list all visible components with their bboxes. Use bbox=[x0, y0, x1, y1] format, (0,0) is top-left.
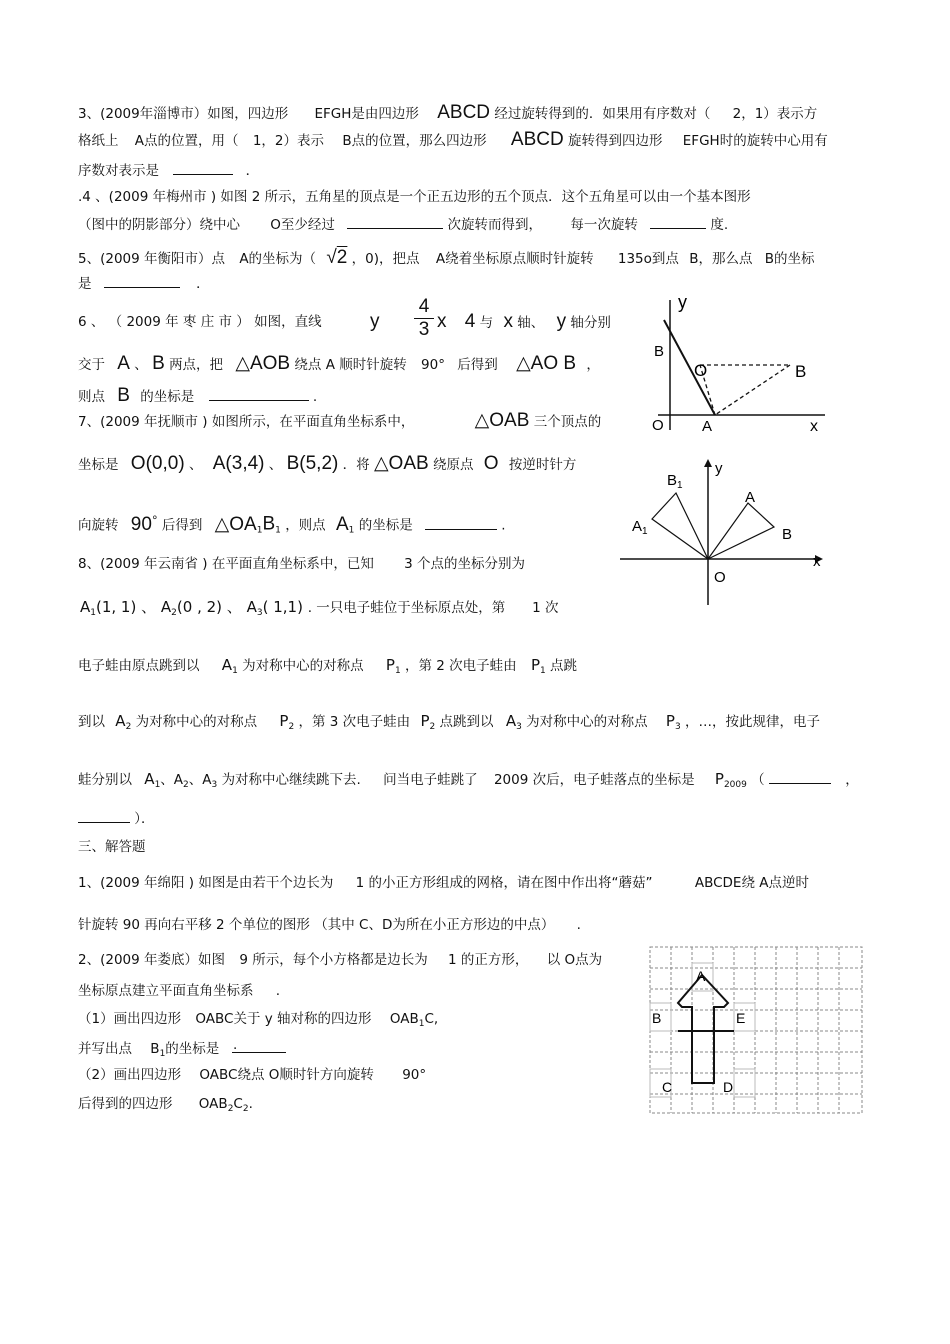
q8-line2 bbox=[80, 598, 558, 622]
math: A(3,4) bbox=[212, 453, 265, 474]
text: C bbox=[233, 1096, 243, 1112]
label-a1 bbox=[632, 518, 648, 537]
text: OABC关于 y 轴对称的四边形 bbox=[195, 1011, 372, 1027]
text: 三个顶点的 bbox=[533, 414, 602, 430]
math: B bbox=[152, 353, 165, 374]
subscript: 3 bbox=[516, 722, 522, 732]
label-d: D bbox=[723, 1079, 734, 1095]
text: ．将 bbox=[342, 457, 370, 473]
text: 2，1）表示方 bbox=[732, 106, 818, 122]
q6-figure bbox=[640, 290, 840, 440]
text: B，那么点 bbox=[689, 251, 753, 267]
rotated-edge bbox=[715, 365, 790, 415]
text: OAB bbox=[389, 1011, 419, 1027]
math: ABCD bbox=[437, 102, 491, 123]
text: 点跳 bbox=[550, 658, 578, 674]
subscript: 1 bbox=[394, 666, 401, 676]
math: O bbox=[483, 453, 499, 474]
math: P bbox=[530, 656, 540, 674]
text: . bbox=[576, 917, 581, 933]
math: A bbox=[80, 598, 91, 616]
subscript: 2009 bbox=[723, 780, 747, 790]
q8-line3 bbox=[78, 656, 577, 680]
subscript: 1 bbox=[348, 525, 355, 536]
q7-line3 bbox=[78, 512, 506, 540]
text: O至少经过 bbox=[270, 217, 335, 233]
q5-line1 bbox=[78, 249, 815, 268]
text: ，0)，把点 bbox=[351, 251, 420, 267]
text: 轴分别 bbox=[570, 315, 611, 331]
text: （图中的阴影部分）绕中心 bbox=[78, 217, 240, 233]
math: 2 bbox=[336, 247, 348, 268]
text: ． bbox=[245, 163, 260, 179]
subscript: 1 bbox=[232, 666, 238, 676]
text: 电子蛙由原点跳到以 bbox=[78, 658, 200, 674]
text: 点跳到以 bbox=[439, 714, 494, 730]
text: 两点，把 bbox=[169, 357, 224, 373]
triangle-oab bbox=[708, 503, 774, 559]
text: EFGH时的旋转中心用有 bbox=[682, 133, 828, 149]
text: 与 bbox=[479, 315, 494, 331]
math: (1, 1) bbox=[96, 598, 137, 616]
label-o-prime: O bbox=[694, 361, 708, 380]
math: 90 bbox=[130, 513, 152, 535]
text: . bbox=[501, 517, 506, 534]
text: 135o到点 bbox=[617, 251, 679, 267]
text: ， bbox=[586, 357, 600, 373]
text: 后得到的四边形 bbox=[78, 1096, 173, 1112]
text: 度. bbox=[710, 217, 729, 233]
math-y: y bbox=[370, 311, 380, 332]
math: 4 bbox=[464, 311, 476, 332]
subscript: 2 bbox=[288, 722, 295, 732]
q7-line1 bbox=[78, 412, 601, 431]
math: P bbox=[385, 656, 395, 674]
math: O(0,0) bbox=[130, 453, 185, 474]
text: 绕原点 bbox=[432, 457, 474, 473]
label-a: A bbox=[696, 968, 706, 984]
a2-line2 bbox=[78, 982, 280, 1000]
math: A bbox=[144, 770, 155, 788]
text: ， bbox=[845, 772, 859, 788]
subscript: 2 bbox=[183, 780, 189, 790]
math: x bbox=[503, 311, 513, 332]
subscript: 2 bbox=[171, 608, 177, 618]
q8-line5 bbox=[78, 769, 859, 794]
label-c: C bbox=[662, 1079, 673, 1095]
math: B(5,2) bbox=[286, 453, 339, 474]
math: ABCD bbox=[510, 129, 564, 150]
text: （2）画出四边形 bbox=[78, 1067, 182, 1083]
text: 、A bbox=[188, 772, 212, 788]
y-arrow bbox=[704, 459, 712, 467]
subscript: 3 bbox=[674, 722, 681, 732]
text: 针旋转 90 再向右平移 2 个单位的图形 （其中 C、D为所在小正方形边的中点） bbox=[78, 917, 555, 933]
q4-line2 bbox=[78, 214, 728, 234]
q6-line1 bbox=[78, 313, 322, 331]
text: 6 、 （ 2009 年 枣 庄 市 ） 如图，直线 bbox=[78, 314, 322, 330]
text: 、 bbox=[134, 357, 148, 373]
text: 后得到 bbox=[457, 357, 498, 373]
math: A bbox=[160, 598, 172, 616]
mushroom-grid-figure bbox=[648, 945, 866, 1117]
text: 、 bbox=[188, 457, 203, 473]
math: y bbox=[556, 311, 567, 332]
a2-line1 bbox=[78, 951, 602, 969]
text: 90° bbox=[421, 357, 445, 373]
text: 2、(2009 年娄底）如图 bbox=[78, 952, 226, 968]
math: P bbox=[714, 770, 724, 788]
text: B bbox=[150, 1041, 160, 1057]
label-b: B bbox=[782, 526, 793, 543]
q6-line2 bbox=[78, 355, 600, 374]
text: 1，2）表示 bbox=[252, 133, 325, 149]
subscript: 1 bbox=[256, 525, 263, 536]
text: A点的位置，用（ bbox=[134, 133, 239, 149]
answer-blank[interactable] bbox=[425, 515, 497, 530]
subscript: 2 bbox=[242, 1104, 249, 1114]
label-b1 bbox=[667, 472, 683, 491]
text: A绕着坐标原点顺时针旋转 bbox=[435, 251, 594, 267]
math: P bbox=[665, 712, 675, 730]
text: ABCDE绕 A点逆时 bbox=[694, 875, 809, 891]
math: P bbox=[420, 712, 430, 730]
text: . bbox=[275, 983, 281, 999]
subscript: 1 bbox=[159, 1049, 166, 1059]
text: ． bbox=[196, 276, 210, 292]
text: 按逆时针方 bbox=[508, 457, 577, 473]
label-e: E bbox=[736, 1010, 746, 1026]
text: 、 bbox=[268, 457, 283, 473]
q5-line2 bbox=[78, 273, 210, 293]
text: 每一次旋转 bbox=[570, 217, 638, 233]
answer-blank[interactable] bbox=[232, 1038, 286, 1053]
text: 序数对表示是 bbox=[78, 163, 159, 179]
text: 为对称中心的对称点 bbox=[242, 658, 364, 674]
label-b1-main: B bbox=[667, 472, 678, 489]
q3-line1 bbox=[78, 104, 817, 123]
subscript: 1 bbox=[154, 780, 161, 790]
q7-line2 bbox=[78, 455, 576, 474]
math: A bbox=[335, 513, 349, 535]
answer-blank[interactable] bbox=[650, 214, 706, 229]
q6-line3 bbox=[78, 386, 317, 406]
text: OABC绕点 O顺时针方向旋转 bbox=[199, 1067, 374, 1083]
label-a1-sub: 1 bbox=[642, 526, 648, 537]
label-a1-main: A bbox=[632, 518, 643, 535]
text: 、 bbox=[141, 598, 157, 616]
a2-dot: . bbox=[233, 1037, 238, 1053]
a2-line5 bbox=[78, 1066, 426, 1084]
sqrt-sign: √ bbox=[326, 247, 337, 268]
math: (0 , 2) bbox=[176, 598, 223, 616]
answer-blank[interactable] bbox=[78, 808, 130, 823]
text: 1 的小正方形组成的网格，请在图中作出将“蘑菇” bbox=[355, 875, 653, 891]
q3-line2 bbox=[78, 131, 828, 150]
a1-line1 bbox=[78, 874, 809, 892]
text: 轴、 bbox=[517, 315, 545, 331]
label-y: y bbox=[678, 292, 687, 312]
text: . bbox=[248, 1096, 253, 1112]
math: ( 1,1) bbox=[262, 598, 303, 616]
text: 坐标是 bbox=[78, 457, 119, 473]
text: 交于 bbox=[78, 357, 105, 373]
label-x: x bbox=[810, 418, 818, 435]
text: . 一只电子蛙位于坐标原点处，第 bbox=[307, 600, 506, 616]
answer-blank[interactable] bbox=[104, 273, 180, 288]
text: 、A bbox=[160, 772, 184, 788]
math: △AOB bbox=[235, 353, 291, 374]
label-b: B bbox=[652, 1010, 662, 1026]
text: 到以 bbox=[78, 714, 105, 730]
text: 以 O点为 bbox=[546, 952, 603, 968]
text: OAB bbox=[198, 1096, 228, 1112]
math: A bbox=[246, 598, 257, 616]
label-y: y bbox=[715, 460, 723, 477]
text: 的坐标是 bbox=[140, 389, 195, 405]
denominator: 3 bbox=[414, 318, 434, 341]
text: B点的位置，那么四边形 bbox=[342, 133, 487, 149]
text: 1 的正方形， bbox=[448, 952, 529, 968]
text: .4 、(2009 年梅州市 ) 如图 2 所示，五角星的顶点是一个正五边形的五个顶点．这个五角星可以由一个基本图形 bbox=[78, 189, 751, 205]
q8-line6 bbox=[78, 808, 155, 828]
q4-line1 bbox=[78, 188, 751, 206]
text: （1）画出四边形 bbox=[78, 1011, 182, 1027]
text: 3、(2009年淄博市）如图，四边形 bbox=[78, 106, 289, 122]
subscript: 2 bbox=[429, 722, 436, 732]
text: 3 个点的坐标分别为 bbox=[404, 556, 526, 572]
section-title: 三、解答题 bbox=[78, 839, 146, 855]
text: 、 bbox=[226, 598, 242, 616]
text: 9 所示，每个小方格都是边长为 bbox=[239, 952, 428, 968]
text: 为对称中心的对称点 bbox=[135, 714, 258, 730]
math: B bbox=[262, 513, 276, 535]
math: △OA bbox=[214, 513, 257, 535]
text: 是 bbox=[78, 276, 92, 292]
q8-line1 bbox=[78, 555, 525, 573]
line-ab bbox=[664, 320, 715, 415]
text: A的坐标为（ bbox=[239, 251, 317, 267]
text: 5、(2009 年衡阳市）点 bbox=[78, 251, 226, 267]
text: ，则点 bbox=[285, 517, 326, 534]
text: 为对称中心的对称点 bbox=[526, 714, 648, 730]
subscript: 2 bbox=[227, 1104, 234, 1114]
math: A bbox=[117, 353, 130, 374]
text: 7、(2009 年抚顺市 ) 如图所示，在平面直角坐标系中， bbox=[78, 414, 415, 430]
text: B的坐标 bbox=[764, 251, 815, 267]
subscript: 1 bbox=[418, 1019, 425, 1029]
text: C, bbox=[424, 1011, 439, 1027]
subscript: 3 bbox=[211, 780, 218, 790]
text: 的坐标是 bbox=[358, 517, 413, 534]
text: 问当电子蛙跳了 bbox=[383, 772, 478, 788]
fraction bbox=[414, 296, 434, 341]
text: 8、(2009 年云南省 ) 在平面直角坐标系中，已知 bbox=[78, 556, 374, 572]
q3-line3 bbox=[78, 160, 259, 180]
degree: ° bbox=[151, 514, 158, 527]
text: 蛙分别以 bbox=[78, 772, 132, 788]
text: 旋转得到四边形 bbox=[567, 133, 663, 149]
text: （ bbox=[751, 772, 765, 788]
text: 则点 bbox=[78, 389, 105, 405]
text: 2009 次后，电子蛙落点的坐标是 bbox=[493, 772, 695, 788]
label-a: A bbox=[702, 418, 713, 435]
subscript: 1 bbox=[539, 666, 546, 676]
math: △OAB bbox=[373, 453, 429, 474]
label-a: A bbox=[745, 489, 756, 506]
text: 1、(2009 年绵阳 ) 如图是由若干个边长为 bbox=[78, 875, 334, 891]
label-o: O bbox=[652, 417, 664, 434]
a2-line3 bbox=[78, 1010, 438, 1033]
text: 绕点 A 顺时针旋转 bbox=[294, 357, 407, 373]
label-b-prime: B bbox=[795, 362, 807, 381]
text: 的坐标是 bbox=[165, 1041, 220, 1057]
subscript: 2 bbox=[125, 722, 132, 732]
text: 90° bbox=[402, 1067, 427, 1083]
subscript: 1 bbox=[275, 525, 281, 536]
q7-figure bbox=[620, 455, 830, 610]
text: 格纸上 bbox=[78, 133, 119, 149]
numerator: 4 bbox=[418, 296, 430, 317]
answer-blank[interactable] bbox=[769, 769, 831, 784]
text: 1 次 bbox=[532, 600, 559, 616]
label-b: B bbox=[654, 343, 665, 360]
a1-line2 bbox=[78, 916, 581, 934]
text: 向旋转 bbox=[78, 517, 119, 534]
text: 为对称中心继续跳下去. bbox=[221, 772, 361, 788]
subscript: 1 bbox=[90, 608, 96, 618]
a2-line4 bbox=[78, 1038, 286, 1063]
answer-blank[interactable] bbox=[173, 160, 233, 175]
text: ，第 2 次电子蛙由 bbox=[404, 658, 517, 674]
math: A bbox=[115, 712, 126, 730]
text: . bbox=[312, 389, 318, 405]
math: A bbox=[505, 712, 517, 730]
math: △OAB bbox=[474, 410, 530, 431]
math: P bbox=[279, 712, 289, 730]
math: B bbox=[117, 385, 130, 406]
label-x: x bbox=[813, 553, 821, 570]
text: ，第 3 次电子蛙由 bbox=[298, 714, 411, 730]
triangle-oa1b1 bbox=[652, 493, 708, 559]
math: A bbox=[221, 656, 233, 674]
text: 后得到 bbox=[161, 517, 203, 534]
text: 经过旋转得到的．如果用有序数对（ bbox=[494, 106, 711, 122]
text: 坐标原点建立平面直角坐标系 bbox=[78, 983, 254, 999]
answer-blank[interactable] bbox=[347, 214, 443, 229]
math: x bbox=[437, 311, 447, 332]
text: 并写出点 bbox=[78, 1041, 132, 1057]
q8-line4 bbox=[78, 712, 820, 736]
math: △AO B bbox=[516, 353, 577, 374]
text: 次旋转而得到， bbox=[447, 217, 543, 233]
label-b1-sub: 1 bbox=[677, 480, 683, 491]
a2-line6 bbox=[78, 1095, 253, 1118]
text: ）． bbox=[134, 811, 155, 827]
answer-blank[interactable] bbox=[209, 386, 309, 401]
q6-line1b bbox=[437, 313, 611, 332]
subscript: 3 bbox=[256, 608, 263, 618]
label-o: O bbox=[714, 569, 726, 586]
text: ，…，按此规律，电子 bbox=[684, 714, 820, 730]
text: EFGH是由四边形 bbox=[314, 106, 419, 122]
